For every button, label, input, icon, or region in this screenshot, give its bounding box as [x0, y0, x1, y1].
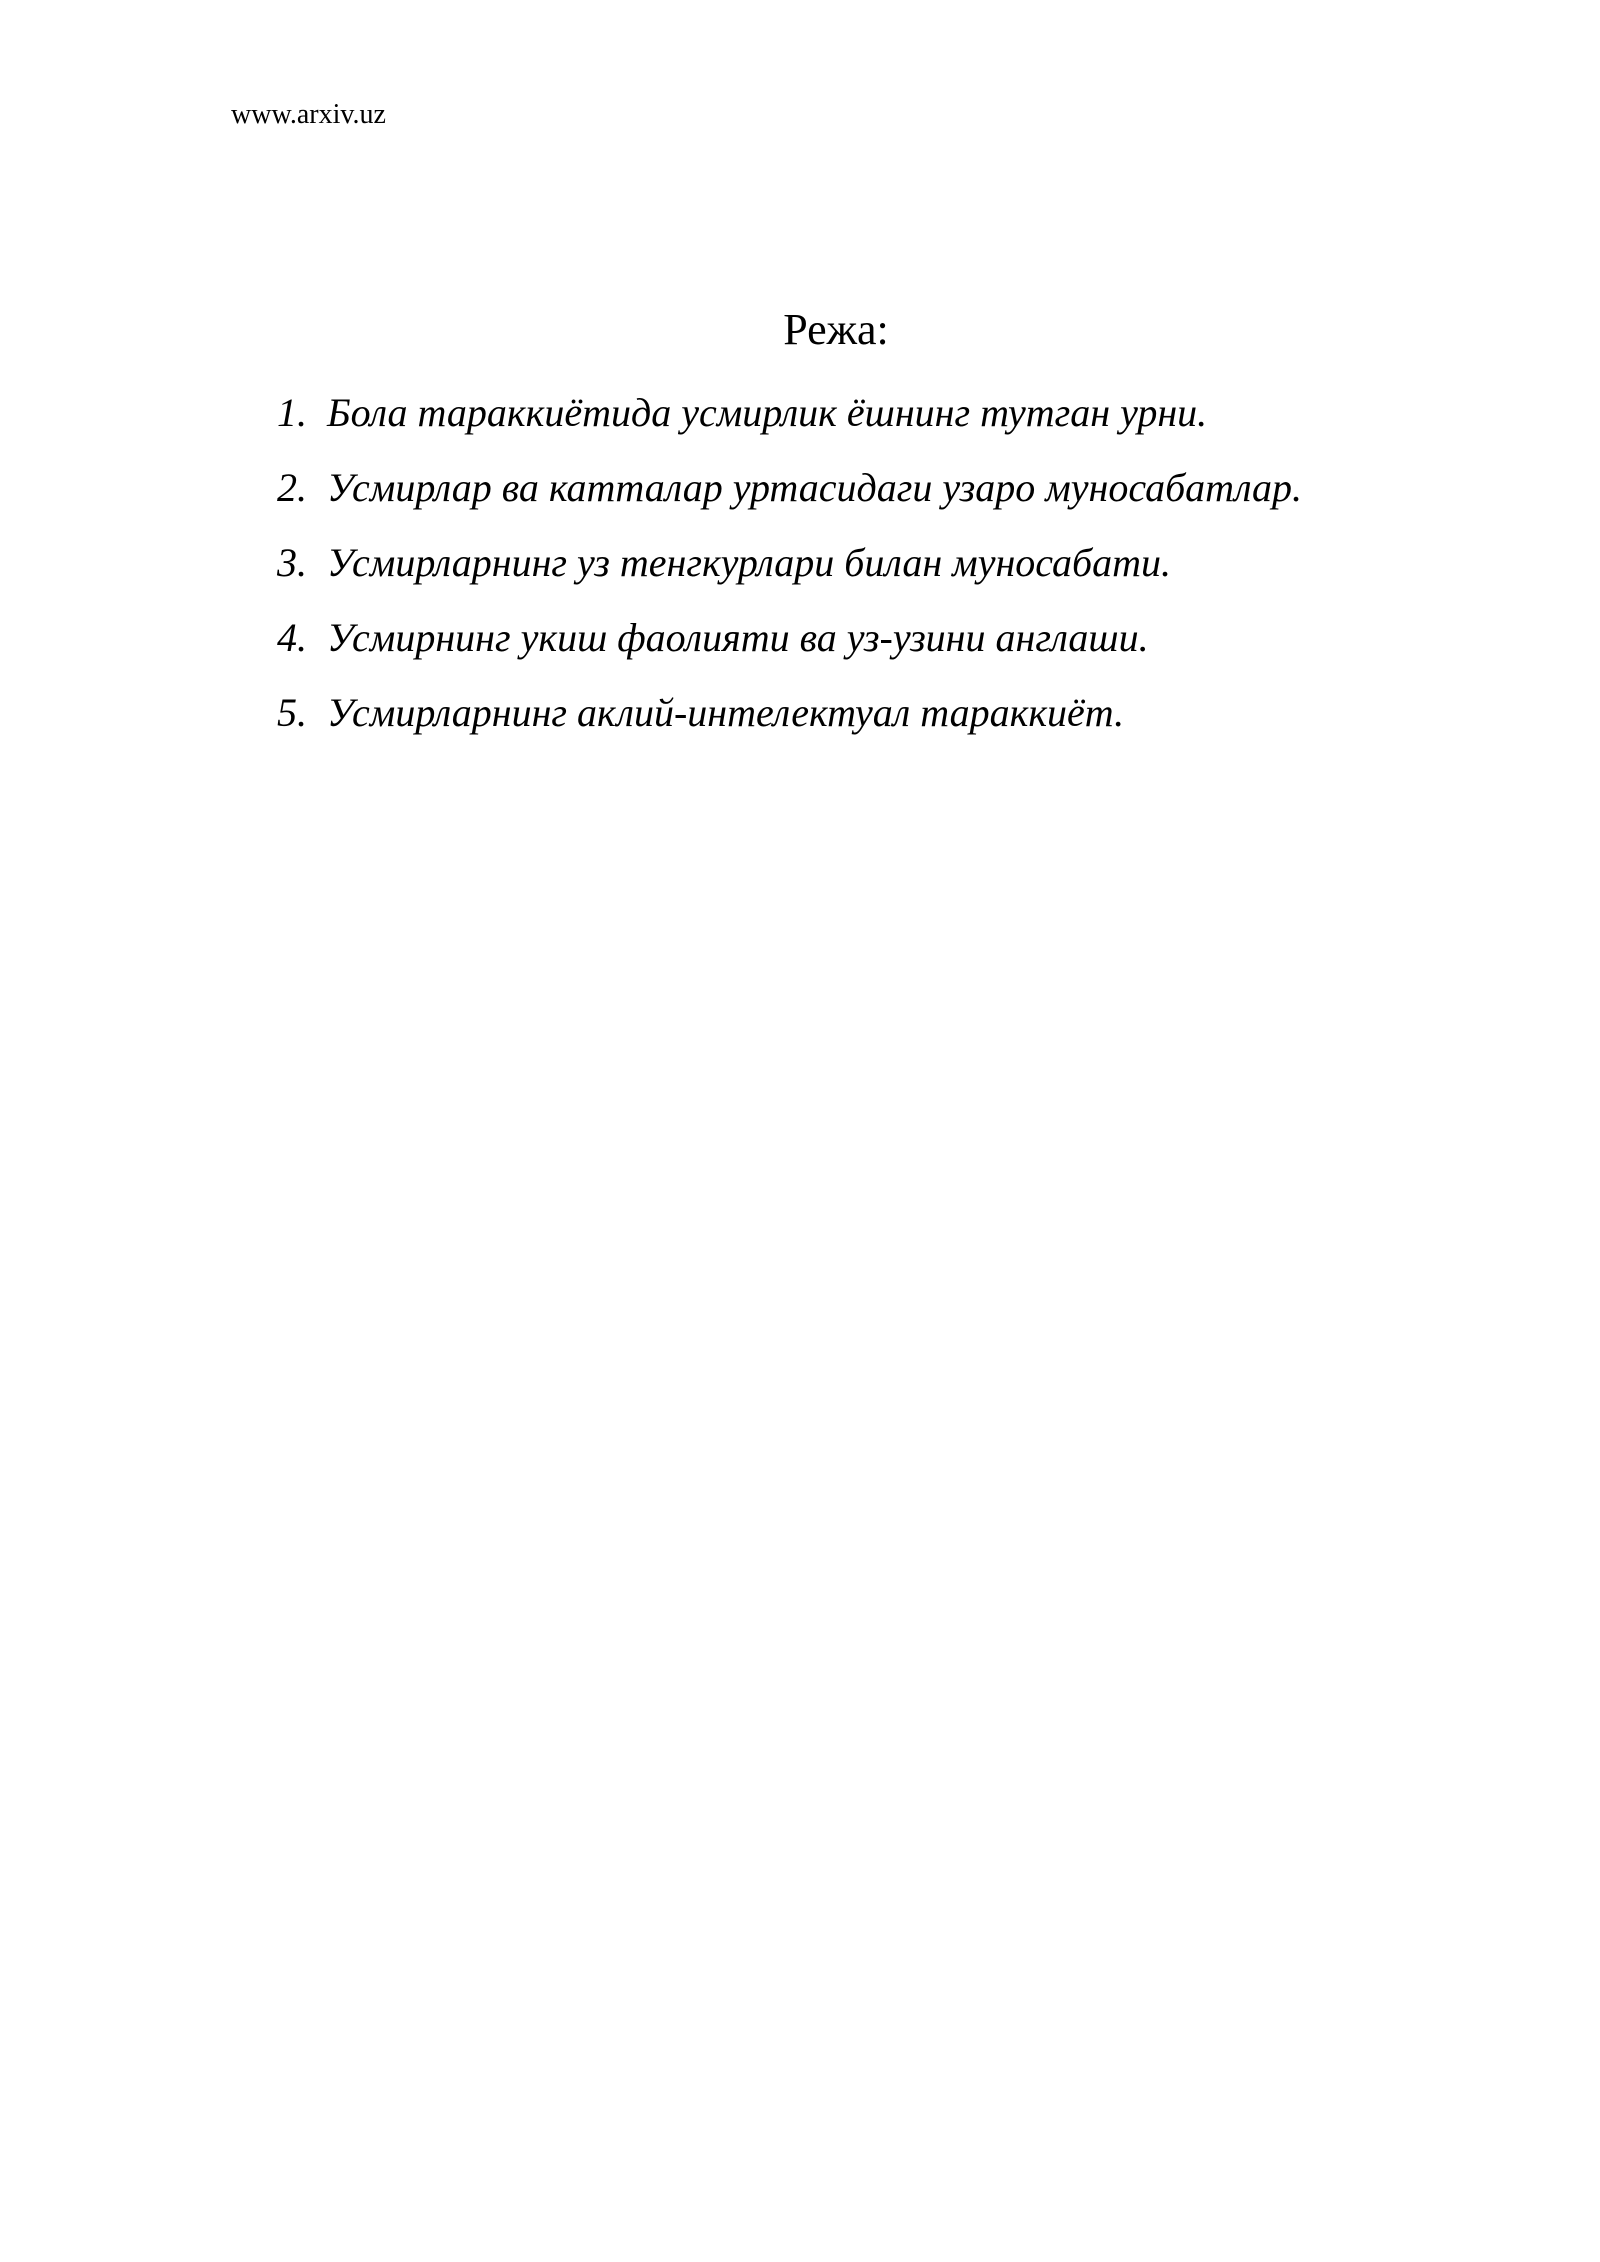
plan-item — [277, 538, 1302, 613]
plan-item — [277, 613, 1302, 688]
plan-item-text: Усмирларнинг уз тенгкурлари билан муносабати. — [327, 540, 1172, 585]
plan-item — [277, 688, 1302, 763]
header-url: www.arxiv.uz — [231, 99, 386, 130]
plan-item — [277, 463, 1302, 538]
plan-item-number: 1. — [277, 390, 307, 435]
plan-item-number: 4. — [277, 615, 307, 660]
plan-item-number: 2. — [277, 465, 307, 510]
plan-item-text: Бола тараккиётида усмирлик ёшнинг тутган урни. — [327, 390, 1208, 435]
plan-item-number: 5. — [277, 690, 307, 735]
plan-item-text: Усмирларнинг аклий-интелектуал тараккиёт. — [327, 690, 1125, 735]
plan-list — [277, 388, 1302, 763]
plan-item — [277, 388, 1302, 463]
plan-item-text: Усмирнинг укиш фаолияти ва уз-узини англаши. — [327, 615, 1149, 660]
plan-item-number: 3. — [277, 540, 307, 585]
plan-item-text: Усмирлар ва катталар уртасидаги узаро муносабатлар. — [327, 465, 1302, 510]
plan-title: Режа: — [783, 305, 889, 354]
